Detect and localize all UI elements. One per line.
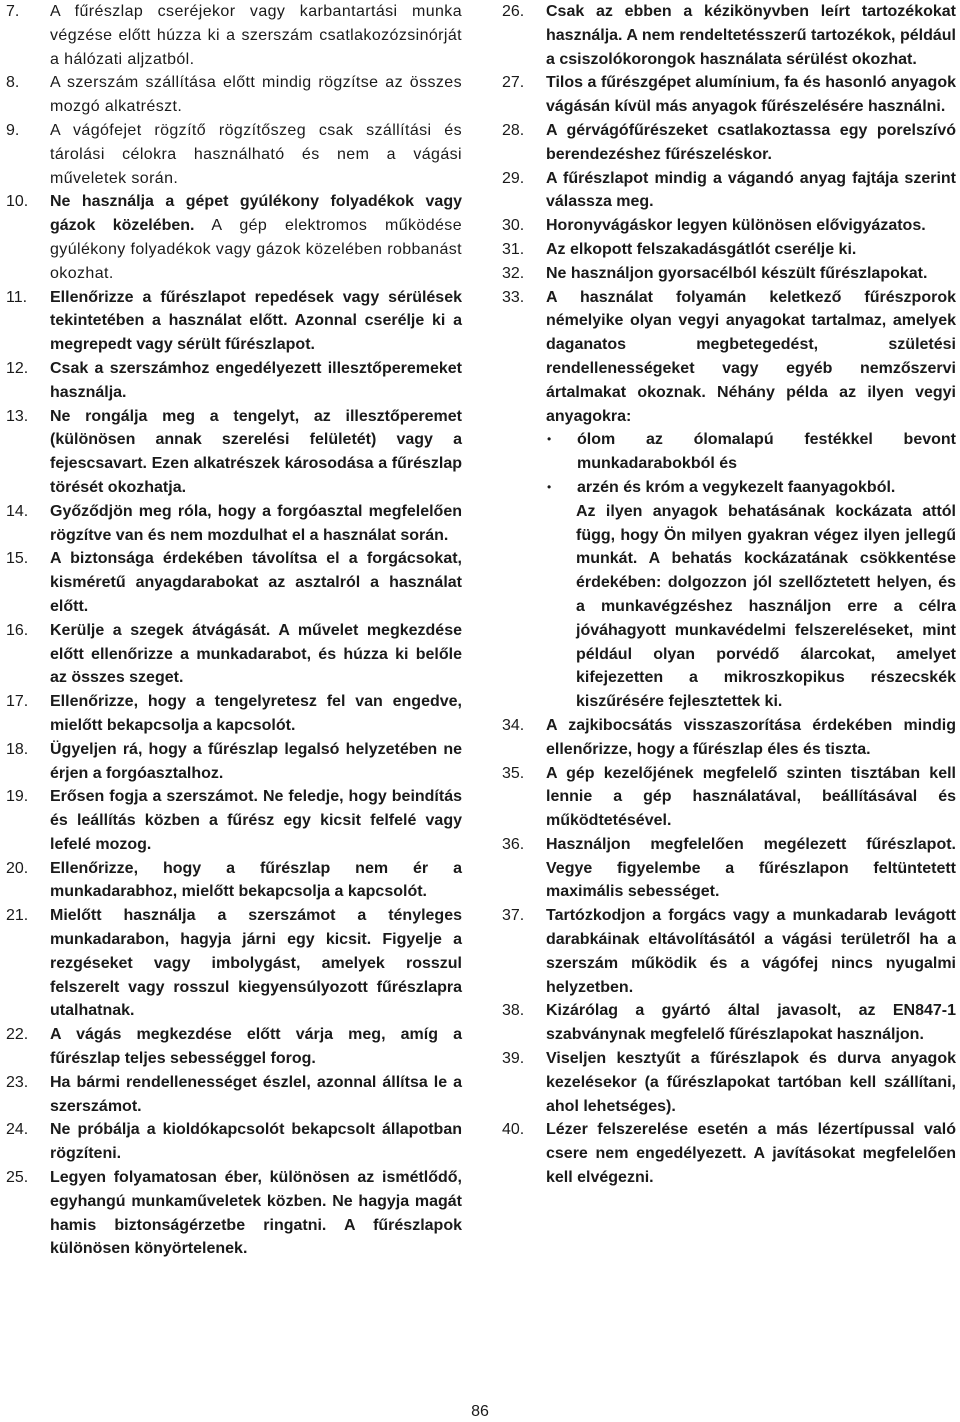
item-number: 10.: [6, 193, 29, 211]
item-text-segment: Legyen folyamatosan éber, különösen az ismétlődő, egyhangú munkaműveletek közben. Ne hagyja magát hamis biztonságérzetbe ringatni. A fűrészlapok különösen könyörtelenek.: [50, 1169, 462, 1258]
item-text: [50, 1118, 462, 1166]
item-number: 14.: [6, 502, 29, 520]
item-text: [50, 0, 462, 71]
item-number: 36.: [502, 835, 525, 853]
item-text-segment: Tilos a fűrészgépet alumínium, fa és hasonló anyagok vágásán kívül más anyagok fűrészelésére használni.: [546, 74, 956, 116]
item-number: 8.: [6, 74, 20, 92]
item-text: [546, 714, 956, 762]
item-text: [50, 690, 462, 738]
item-text: [546, 904, 956, 999]
item-text: [546, 262, 956, 286]
item-text-segment: A vágás megkezdése előtt várja meg, amíg a fűrészlap teljes sebességgel forog.: [50, 1026, 462, 1068]
page-number: 86: [471, 1403, 489, 1420]
item-number: 15.: [6, 550, 29, 568]
item-text-segment: A gérvágófűrészeket csatlakoztassa egy porelszívó berendezéshez fűrészeléskor.: [546, 121, 956, 163]
item-text: [546, 999, 956, 1047]
list-item: [6, 619, 462, 690]
item-text-segment: Ne használjon gyorsacélból készült fűrészlapokat.: [546, 264, 928, 282]
item-text-segment: Használjon megfelelően megélezett fűrészlapot. Vegye figyelembe a fűrészlapon feltüntetett maximális sebességet.: [546, 835, 956, 901]
item-text: [50, 500, 462, 548]
list-item: [502, 762, 956, 833]
item-text-segment: Csak a szerszámhoz engedélyezett illesztőperemeket használja.: [50, 359, 462, 401]
item-number: 34.: [502, 716, 525, 734]
item-text-segment: A gép kezelőjének megfelelő szinten tisztában kell lennie a gép használatával, beállításával és működtetésével.: [546, 764, 956, 830]
item-text-segment: Ne rongálja meg a tengelyt, az illesztőperemet (különösen annak szerelési felületét) vagy a fejescsavart. Ezen alkatrészek károsodása a fűrészlap törését okozhatja.: [50, 407, 462, 496]
bullet-icon: •: [547, 479, 552, 494]
list-item: [502, 119, 956, 167]
list-item: [502, 999, 956, 1047]
item-text-segment: Horonyvágáskor legyen különösen elővigyázatos.: [546, 217, 926, 235]
item-text-segment: Viseljen kesztyűt a fűrészlapok és durva anyagok kezelésekor (a fűrészlapokat tartóban kell szállítani, ahol lehetséges).: [546, 1050, 956, 1115]
list-item: [6, 1071, 462, 1119]
item-number: 32.: [502, 264, 525, 282]
list-item: [502, 904, 956, 999]
list-item: [6, 0, 462, 71]
item-text: [50, 119, 462, 190]
item-text: [50, 71, 462, 119]
bullet-item: [546, 476, 956, 500]
item-number: 21.: [6, 907, 29, 925]
list-item: [6, 857, 462, 905]
item-number: 11.: [6, 288, 28, 306]
item-text: [546, 167, 956, 215]
item-number: 31.: [502, 240, 525, 258]
list-item: [6, 1118, 462, 1166]
item-text-segment: Tartózkodjon a forgács vagy a munkadarab levágott darabkáinak eltávolításától a vágási területről ha a szerszám működik és a vágófej nincs nyugalmi helyzetben.: [546, 907, 956, 996]
item-number: 33.: [502, 288, 525, 306]
list-item: [6, 357, 462, 405]
right-column: [502, 0, 956, 1190]
item-text: [546, 119, 956, 167]
item-text: [546, 214, 956, 238]
item-text-segment: Kerülje a szegek átvágását. A művelet megkezdése előtt ellenőrizze a munkadarabot, és húzza ki belőle az összes szeget.: [50, 621, 462, 687]
item-text-segment: Ellenőrizze, hogy a fűrészlap nem ér a munkadarabhoz, mielőtt bekapcsolja a kapcsolót.: [50, 859, 462, 901]
item-text-segment: Győződjön meg róla, hogy a forgóasztal megfelelően rögzítve van és nem mozdulhat el a használat során.: [50, 502, 462, 544]
item-text-segment: A gép elektromos működése gyúlékony folyadékok vagy gázok közelében robbanást okozhat.: [50, 217, 463, 282]
list-item: [6, 286, 462, 357]
item-text: [50, 357, 462, 405]
hazard-bullet-list: [546, 428, 956, 499]
item-text-segment: A használat folyamán keletkező fűrészporok némelyike olyan vegyi anyagokat tartalmaz, amelyek daganatos megbetegedést, születési rendellenességeket vagy egyéb nemzőszervi ártalmakat okoznak. Néhány példa az ilyen vegyi anyagokra:: [546, 288, 956, 425]
item-text: [546, 833, 956, 904]
left-column: [6, 0, 462, 1261]
item-text-segment: Az elkopott felszakadásgátlót cserélje ki.: [546, 240, 857, 258]
item-number: 37.: [502, 907, 525, 925]
bullet-text: arzén és króm a vegykezelt faanyagokból.: [577, 478, 896, 496]
list-item: [502, 714, 956, 762]
item-text: [546, 0, 956, 71]
list-item: [502, 167, 956, 215]
item-text: [50, 190, 462, 285]
item-number: 7.: [6, 3, 20, 20]
list-item: [502, 286, 956, 714]
item-number: 35.: [502, 764, 525, 782]
item-text-segment: Ha bármi rendellenességet észlel, azonnal állítsa le a szerszámot.: [50, 1073, 462, 1115]
item-text: [50, 785, 462, 856]
item-number: 16.: [6, 621, 29, 639]
item-text-segment: A szerszám szállítása előtt mindig rögzítse az összes mozgó alkatrészt.: [50, 74, 462, 116]
item-text-segment: A fűrészlapot mindig a vágandó anyag fajtája szerint válassza meg.: [546, 169, 956, 211]
item-text-segment: A fűrészlap cseréjekor vagy karbantartási munka végzése előtt húzza ki a szerszám csatlakozózsinórját a hálózati aljzatból.: [50, 3, 462, 68]
item-text-segment: A vágófejet rögzítő rögzítőszeg csak szállítási és tárolási célokra használható és nem a vágási műveletek során.: [50, 121, 462, 187]
item-number: 13.: [6, 407, 29, 425]
list-item: [502, 1047, 956, 1118]
item-text: [546, 71, 956, 119]
list-item: [6, 190, 462, 285]
item-number: 26.: [502, 3, 525, 20]
item-number: 9.: [6, 121, 20, 139]
item-number: 12.: [6, 359, 29, 377]
item-number: 38.: [502, 1002, 525, 1020]
item-text: [546, 762, 956, 833]
list-item: [6, 500, 462, 548]
item-number: 24.: [6, 1121, 29, 1139]
list-item: [6, 738, 462, 786]
item-text-segment: Ügyeljen rá, hogy a fűrészlap legalsó helyzetében ne érjen a forgóasztalhoz.: [50, 740, 462, 782]
item-number: 23.: [6, 1073, 29, 1091]
item-text-segment: Ellenőrizze a fűrészlapot repedések vagy sérülések tekintetében a használat előtt. Azonnal cserélje ki a megrepedt vagy sérült fűrészlapot.: [50, 288, 462, 354]
item-text: [546, 1118, 956, 1189]
item-text-segment: A biztonsága érdekében távolítsa el a forgácsokat, kisméretű anyagdarabokat az asztalról a használat előtt.: [50, 550, 462, 615]
item-text: [546, 286, 956, 714]
item-number: 29.: [502, 169, 525, 187]
list-item: [502, 71, 956, 119]
item-text: [50, 286, 462, 357]
item-text-segment: Lézer felszerelése esetén a más lézertípussal való csere nem engedélyezett. A javításokat megfelelően kell elvégezni.: [546, 1121, 956, 1187]
list-item: [6, 119, 462, 190]
item-text-segment: Mielőtt használja a szerszámot a tényleges munkadarabon, hagyja járni egy kicsit. Figyelje a rezgéseket vagy imbolygást, amelyek rosszul felszerelt vagy rosszul kiegyensúlyozott fűrészlapra utalhatnak.: [50, 907, 462, 1020]
item-number: 19.: [6, 788, 29, 806]
list-item: [6, 1023, 462, 1071]
list-item: [6, 690, 462, 738]
item-text: [50, 1023, 462, 1071]
item-text: [50, 1166, 462, 1261]
list-item: [502, 1118, 956, 1189]
list-item: [6, 405, 462, 500]
item-number: 28.: [502, 121, 525, 139]
item-text-segment: Csak az ebben a kézikönyvben leírt tartozékokat használja. A nem rendeltetésszerű tartozékok, például a csiszolókorongok használata sérülést okozhat.: [546, 3, 956, 68]
item-text-segment: Kizárólag a gyártó által javasolt, az EN847-1 szabványnak megfelelő fűrészlapokat használjon.: [546, 1002, 956, 1044]
item-text: [50, 857, 462, 905]
list-item: [502, 0, 956, 71]
list-item: [6, 1166, 462, 1261]
list-item: [6, 785, 462, 856]
list-item: [6, 71, 462, 119]
item-text: [50, 904, 462, 1023]
item-text: [50, 619, 462, 690]
item-number: 22.: [6, 1026, 29, 1044]
list-item: [502, 833, 956, 904]
item-number: 20.: [6, 859, 29, 877]
item-number: 39.: [502, 1050, 525, 1068]
item-number: 40.: [502, 1121, 525, 1139]
item-number: 27.: [502, 74, 525, 92]
list-item: [502, 262, 956, 286]
item-number: 25.: [6, 1169, 29, 1187]
hazard-note: Az ilyen anyagok behatásának kockázata attól függ, hogy Ön milyen gyakran végez ilyen jellegű munkát. A behatás kockázatának csökkentése érdekében: dolgozzon jól szellőztetett helyen, és a munkavégzéshez használjon erre a célra jóváhagyott munkavédelmi felszereléseket, mint például olyan porvédő álarcokat, amelyet kifejezetten a mikroszkopikus részecskék kiszűrésére fejlesztettek ki.: [576, 502, 956, 711]
item-number: 17.: [6, 693, 29, 711]
item-text-segment: Ellenőrizze, hogy a tengelyretesz fel van engedve, mielőtt bekapcsolja a kapcsolót.: [50, 693, 462, 734]
item-number: 18.: [6, 740, 29, 758]
item-text-segment: Ne használja a gépet gyúlékony folyadékok vagy gázok közelében.: [50, 193, 462, 235]
bullet-text: ólom az ólomalapú festékkel bevont munkadarabokból és: [577, 431, 956, 473]
list-item: [6, 547, 462, 618]
item-text: [546, 1047, 956, 1118]
item-text: [50, 738, 462, 786]
list-item: [502, 238, 956, 262]
item-text: [50, 405, 462, 500]
item-text-segment: Erősen fogja a szerszámot. Ne feledje, hogy beindítás és leállítás közben a fűrész egy kicsit felfelé vagy lefelé mozog.: [50, 788, 462, 853]
item-text: [546, 238, 956, 262]
item-text-segment: A zajkibocsátás visszaszorítása érdekében mindig ellenőrizze, hogy a fűrészlap éles és tiszta.: [546, 716, 956, 758]
bullet-icon: •: [547, 432, 552, 447]
list-item: [502, 214, 956, 238]
bullet-item: [546, 428, 956, 476]
item-text: [50, 547, 462, 618]
list-item: [6, 904, 462, 1023]
item-text: [50, 1071, 462, 1119]
item-text-segment: Ne próbálja a kioldókapcsolót bekapcsolt állapotban rögzíteni.: [50, 1121, 462, 1163]
item-number: 30.: [502, 217, 525, 235]
